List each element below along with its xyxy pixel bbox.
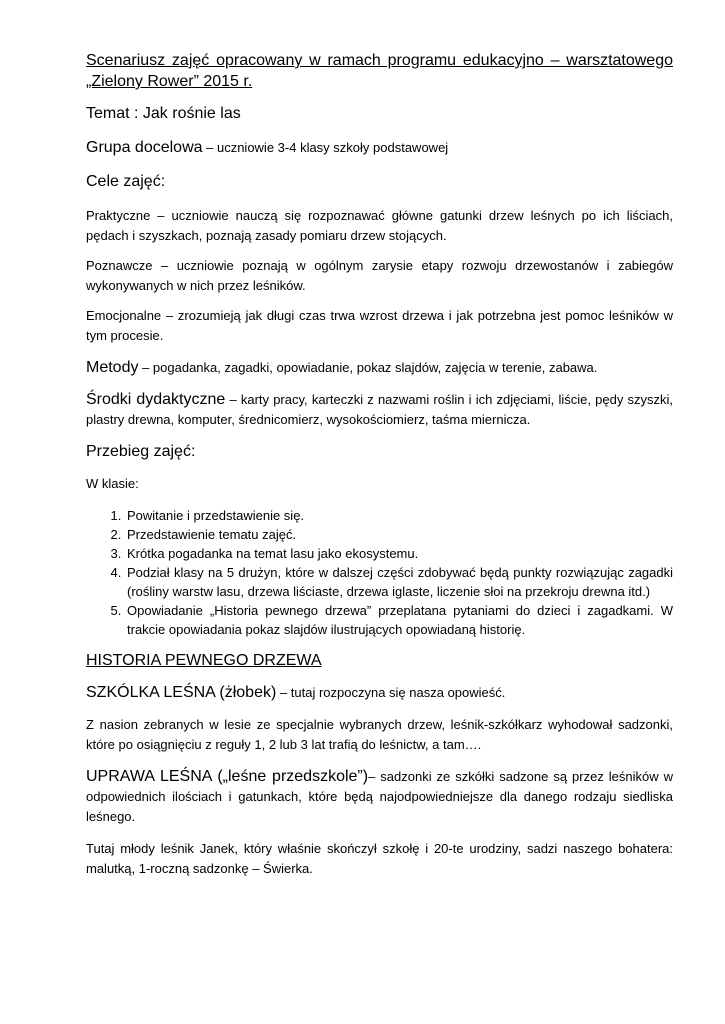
topic-text: Temat : Jak rośnie las xyxy=(86,105,241,122)
story-heading-text: HISTORIA PEWNEGO DRZEWA xyxy=(86,652,322,669)
course-heading xyxy=(86,442,673,462)
steps-list xyxy=(86,506,673,639)
target-group-label: Grupa docelowa xyxy=(86,139,203,156)
plantation-text: – sadzonki ze szkółki sadzone są przez leśników w odpowiednich ilościach i gatunkach, które będą najodpowiedniejsze dla danego rodzaju siedliska leśnego. xyxy=(86,769,673,824)
course-heading-text: Przebieg zajęć: xyxy=(86,443,196,460)
nursery-paragraph: Z nasion zebranych w lesie ze specjalnie wybranych drzew, leśnik-szkółkarz wyhodował sadzonki, które po osiągnięciu z reguły 1, 2 lub 3 lat trafią do leśnictw, a tam…. xyxy=(86,717,673,752)
list-item: 2. Przedstawienie tematu zajęć. xyxy=(125,525,673,544)
target-group xyxy=(86,138,673,158)
methods-label: Metody xyxy=(86,359,139,376)
goal-practical: Praktyczne – uczniowie nauczą się rozpoznawać główne gatunki drzew leśnych po ich liściach, pędach i szyszkach, poznają zasady pomiaru drzew stojących. xyxy=(86,208,673,243)
document-title xyxy=(86,50,673,92)
teaching-aids xyxy=(86,390,673,430)
list-item: 4. Podział klasy na 5 drużyn, które w dalszej części zdobywać będą punkty rozwiązując zagadki (rośliny warstw lasu, drzewa liściaste, drzewa iglaste, liczenie słoi na przekroju drewna itd.) xyxy=(125,563,673,601)
document-page xyxy=(86,50,673,889)
topic-heading xyxy=(86,104,673,124)
in-class-label: W klasie: xyxy=(86,476,139,491)
goal-emotional: Emocjonalne – zrozumieją jak długi czas trwa wzrost drzewa i jak potrzebna jest pomoc leśników w tym procesie. xyxy=(86,308,673,343)
target-group-text: – uczniowie 3-4 klasy szkoły podstawowej xyxy=(202,140,449,155)
teaching-aids-text: – karty pracy, karteczki z nazwami roślin i ich zdjęciami, liście, pędy szyszki, plastry drewna, komputer, średnicomierz, wysokościomierz, taśma miernicza. xyxy=(86,392,673,427)
goals-heading xyxy=(86,172,673,192)
goals-heading-text: Cele zajęć: xyxy=(86,173,166,190)
methods xyxy=(86,358,673,378)
nursery-text: – tutaj rozpoczyna się nasza opowieść. xyxy=(276,685,506,700)
plantation-label: UPRAWA LEŚNA („leśne przedszkole”) xyxy=(86,768,369,785)
list-item: 1. Powitanie i przedstawienie się. xyxy=(125,506,673,525)
nursery-heading xyxy=(86,683,673,703)
nursery-label: SZKÓLKA LEŚNA (żłobek) xyxy=(86,684,277,701)
document-title-text: Scenariusz zajęć opracowany w ramach programu edukacyjno – warsztatowego „Zielony Rower” 2015 r. xyxy=(86,52,673,90)
teaching-aids-label: Środki dydaktyczne xyxy=(86,391,226,408)
list-item: 5. Opowiadanie „Historia pewnego drzewa” przeplatana pytaniami do dzieci i zagadkami. W trakcie opowiadania pokaz slajdów ilustrujących opowiadaną historię. xyxy=(125,601,673,639)
goal-cognitive: Poznawcze – uczniowie poznają w ogólnym zarysie etapy rozwoju drzewostanów i zabiegów wykonywanych w nich przez leśników. xyxy=(86,258,673,293)
plantation-heading xyxy=(86,767,673,827)
story-heading xyxy=(86,651,673,671)
methods-text: – pogadanka, zagadki, opowiadanie, pokaz slajdów, zajęcia w terenie, zabawa. xyxy=(138,360,598,375)
plantation-paragraph: Tutaj młody leśnik Janek, który właśnie skończył szkołę i 20-te urodziny, sadzi naszego bohatera: malutką, 1-roczną sadzonkę – Świerka. xyxy=(86,841,673,876)
list-item: 3. Krótka pogadanka na temat lasu jako ekosystemu. xyxy=(125,544,673,563)
